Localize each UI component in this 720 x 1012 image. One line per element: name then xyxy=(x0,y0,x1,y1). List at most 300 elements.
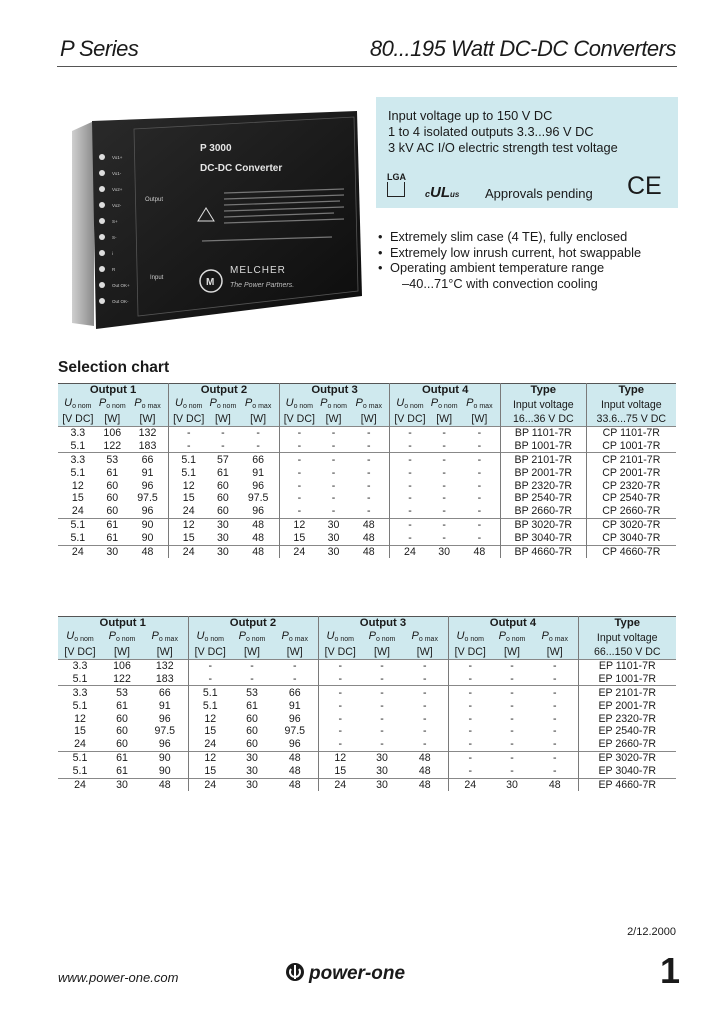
table-cell: 48 xyxy=(272,778,318,791)
table-cell: 15 xyxy=(188,725,232,738)
product-brand: MELCHER xyxy=(230,265,286,276)
table-cell: 60 xyxy=(106,492,119,505)
table-cell: 5.1 xyxy=(72,672,88,685)
table-cell: 5.1 xyxy=(58,751,102,764)
table-cell: - xyxy=(442,492,446,505)
table-cell: - xyxy=(318,738,362,751)
unit-label: [W] xyxy=(416,646,433,658)
table-cell: 57 xyxy=(208,453,237,466)
table-cell: - xyxy=(459,518,501,531)
table-cell: CP 2540-7R xyxy=(586,492,676,505)
product-tagline: The Power Partners. xyxy=(230,282,295,289)
table-cell: 48 xyxy=(348,518,390,531)
unit-label: [W] xyxy=(360,413,377,425)
table-cell: 48 xyxy=(348,545,390,558)
type-header: Type xyxy=(586,384,676,397)
power-nom-symbol: $P_{o nom}$ xyxy=(430,396,458,410)
header-rule xyxy=(57,66,677,67)
table-cell: - xyxy=(477,492,482,505)
table-cell: - xyxy=(208,426,237,439)
spec-line: 3 kV AC I/O electric strength test voltage xyxy=(388,140,618,155)
output-group-header: Output 3 xyxy=(279,384,390,397)
table-cell: 90 xyxy=(141,532,154,545)
table-cell: 12 xyxy=(71,479,84,492)
table-cell: 48 xyxy=(127,545,169,558)
table-cell: - xyxy=(442,505,446,518)
table-cell: 30 xyxy=(246,765,258,778)
table-cell: 12 xyxy=(74,712,86,725)
table-cell: BP 1001-7R xyxy=(501,439,587,452)
table-cell: - xyxy=(477,466,482,479)
table-cell: - xyxy=(510,672,514,685)
input-range-label: 66...150 V DC xyxy=(578,646,676,659)
table-row xyxy=(58,545,676,558)
table-cell: - xyxy=(380,672,384,685)
power-nom-symbol: $P_{o nom}$ xyxy=(320,396,347,410)
footer-url[interactable]: www.power-one.com xyxy=(58,970,179,985)
table-row xyxy=(58,426,676,439)
table-cell: 48 xyxy=(418,765,431,778)
pin-label: Vo1- xyxy=(112,171,122,176)
power-nom-symbol: $P_{o nom}$ xyxy=(209,396,237,410)
table-cell: 5.1 xyxy=(72,699,88,712)
table-cell: - xyxy=(477,532,482,545)
type-subheader: Input voltage xyxy=(586,397,676,414)
table-cell: - xyxy=(510,725,514,738)
spec-line: Input voltage up to 150 V DC xyxy=(388,108,553,123)
pin-label: Vo2- xyxy=(112,203,122,208)
table-cell: 61 xyxy=(116,765,128,778)
table-row xyxy=(58,439,676,452)
power-nom-symbol: $P_{o nom}$ xyxy=(238,629,266,643)
unit-label: [V DC] xyxy=(62,413,94,425)
table-cell: 15 xyxy=(188,765,232,778)
table-cell: 60 xyxy=(246,738,258,751)
table-cell: 60 xyxy=(116,712,128,725)
feature-list xyxy=(378,229,641,291)
unit-label: [W] xyxy=(504,646,520,658)
table-cell: - xyxy=(318,659,362,672)
table-cell: - xyxy=(279,426,319,439)
table-cell: - xyxy=(390,518,430,531)
table-cell: 5.1 xyxy=(188,686,232,699)
table-cell: 48 xyxy=(288,765,301,778)
table-cell: - xyxy=(430,426,459,439)
table-cell: 5.1 xyxy=(169,466,209,479)
table-cell: - xyxy=(448,699,492,712)
product-image xyxy=(72,101,362,336)
unit-label: [W] xyxy=(546,646,563,658)
table-cell: - xyxy=(422,672,427,685)
table-cell: 30 xyxy=(208,545,237,558)
table-cell: 5.1 xyxy=(169,453,209,466)
voltage-symbol: $U_{o nom}$ xyxy=(64,396,92,410)
table-cell: 24 xyxy=(58,778,102,791)
pin-label: Vo2+ xyxy=(112,187,123,192)
table-cell: - xyxy=(188,672,232,685)
table-row xyxy=(58,712,676,725)
unit-label: [W] xyxy=(286,646,303,658)
table-cell: 24 xyxy=(71,505,84,518)
table-cell: - xyxy=(331,492,336,505)
table-cell: 66 xyxy=(127,453,169,466)
table-cell: - xyxy=(279,479,319,492)
table-cell: - xyxy=(169,439,209,452)
table-cell: 132 xyxy=(127,426,169,439)
table-cell: - xyxy=(366,466,371,479)
table-cell: 60 xyxy=(246,712,258,725)
table-cell: CP 2320-7R xyxy=(586,479,676,492)
table-row xyxy=(58,505,676,518)
table-cell: - xyxy=(510,765,514,778)
feature-item-continuation: –40...71°C with convection cooling xyxy=(402,275,598,291)
table-cell: 12 xyxy=(169,479,209,492)
table-cell: BP 2660-7R xyxy=(501,505,587,518)
table-row xyxy=(58,479,676,492)
power-max-symbol: $P_{o max}$ xyxy=(134,396,161,410)
table-cell: EP 1001-7R xyxy=(578,672,676,685)
table-row xyxy=(58,532,676,545)
table-cell: - xyxy=(552,765,557,778)
type-header: Type xyxy=(501,384,587,397)
unit-label: [V DC] xyxy=(64,646,96,658)
table-cell: - xyxy=(188,659,232,672)
table-cell: 15 xyxy=(279,532,319,545)
table-cell: BP 2101-7R xyxy=(501,453,587,466)
output-group-header: Output 1 xyxy=(99,617,146,629)
table-cell: 24 xyxy=(390,545,430,558)
table-row xyxy=(58,518,676,531)
series-title: P Series xyxy=(60,36,139,61)
table-cell: EP 4660-7R xyxy=(578,778,676,791)
table-cell: 30 xyxy=(319,545,348,558)
table-cell: 12 xyxy=(279,518,319,531)
table-cell: - xyxy=(422,725,427,738)
table-row xyxy=(58,453,676,466)
table-cell: 24 xyxy=(169,545,209,558)
table-cell: 90 xyxy=(142,751,188,764)
table-cell: - xyxy=(390,479,430,492)
table-cell: - xyxy=(272,659,318,672)
pin-label: S+ xyxy=(112,219,118,224)
table-cell: 12 xyxy=(169,518,209,531)
input-range-label: 16...36 V DC xyxy=(501,413,587,426)
table-cell: - xyxy=(169,426,209,439)
table-cell: - xyxy=(510,712,514,725)
table-cell: - xyxy=(331,439,336,452)
table-cell: - xyxy=(430,453,459,466)
output-group-header: Output 2 xyxy=(169,384,280,397)
table-cell: 60 xyxy=(106,505,119,518)
table-cell: 60 xyxy=(116,725,128,738)
document-date: 2/12.2000 xyxy=(627,926,676,938)
product-model: P 3000 xyxy=(200,143,232,154)
page-number: 1 xyxy=(660,950,681,991)
table-cell: - xyxy=(380,738,384,751)
table-cell: - xyxy=(448,751,492,764)
table-cell: 48 xyxy=(142,778,188,791)
table-cell: 97.5 xyxy=(154,725,176,738)
table-cell: 15 xyxy=(74,725,86,738)
table-cell: - xyxy=(279,453,319,466)
table-cell: 15 xyxy=(169,532,209,545)
voltage-symbol: $U_{o nom}$ xyxy=(188,630,232,647)
feature-item: • Operating ambient temperature range xyxy=(378,260,641,276)
table-row xyxy=(58,738,676,751)
power-nom-symbol: $P_{o nom}$ xyxy=(498,629,526,643)
output-group-header: Output 4 xyxy=(390,384,501,397)
unit-label: [W] xyxy=(374,646,390,658)
pin-label: Vo1+ xyxy=(112,155,123,160)
table-cell: 66 xyxy=(142,686,188,699)
unit-label: [V DC] xyxy=(188,646,232,659)
table-cell: 97.5 xyxy=(247,492,269,505)
table-cell: 91 xyxy=(252,466,265,479)
table-cell: EP 3040-7R xyxy=(578,765,676,778)
unit-label: [W] xyxy=(156,646,173,658)
pin-label: i xyxy=(112,251,113,256)
table-cell: - xyxy=(366,479,371,492)
table-cell: 12 xyxy=(188,751,232,764)
table-row xyxy=(58,699,676,712)
output-group-header: Output 4 xyxy=(448,617,578,630)
table-cell: 61 xyxy=(246,699,258,712)
table-cell: 53 xyxy=(232,686,272,699)
table-cell: - xyxy=(380,699,384,712)
table-cell: - xyxy=(380,712,384,725)
table-cell: 3.3 xyxy=(58,426,98,439)
table-cell: 96 xyxy=(141,505,154,518)
table-cell: - xyxy=(232,659,272,672)
unit-label: [W] xyxy=(214,413,231,425)
selection-chart-title: Selection chart xyxy=(58,359,170,376)
table-cell: - xyxy=(448,686,492,699)
table-cell: - xyxy=(552,699,557,712)
power-max-symbol: $P_{o max}$ xyxy=(541,629,568,643)
table-cell: 24 xyxy=(448,778,492,791)
unit-label: [W] xyxy=(104,413,121,425)
table-cell: - xyxy=(348,426,390,439)
input-label: Input xyxy=(150,275,164,281)
table-cell: 96 xyxy=(252,505,265,518)
table-cell: 96 xyxy=(288,738,301,751)
table-cell: - xyxy=(279,466,319,479)
table-row xyxy=(58,765,676,778)
table-cell: 106 xyxy=(102,659,142,672)
table-cell: - xyxy=(319,426,348,439)
table-cell: - xyxy=(459,453,501,466)
table-cell: - xyxy=(221,439,225,452)
table-cell: - xyxy=(318,725,362,738)
table-row xyxy=(58,492,676,505)
table-cell: 15 xyxy=(169,492,209,505)
table-cell: - xyxy=(250,672,254,685)
table-cell: 53 xyxy=(102,686,142,699)
table-cell: 97.5 xyxy=(137,492,158,505)
table-cell: - xyxy=(366,492,371,505)
table-cell: - xyxy=(390,426,430,439)
table-cell: 132 xyxy=(142,659,188,672)
table-cell: 3.3 xyxy=(58,686,102,699)
table-cell: 60 xyxy=(216,505,229,518)
table-cell: 61 xyxy=(116,699,128,712)
table-cell: 61 xyxy=(106,532,119,545)
table-cell: 96 xyxy=(141,479,154,492)
table-cell: - xyxy=(402,686,448,699)
table-cell: 61 xyxy=(106,466,119,479)
table-cell: 30 xyxy=(232,778,272,791)
table-cell: - xyxy=(279,439,319,452)
table-cell: - xyxy=(442,479,446,492)
table-cell: 61 xyxy=(102,751,142,764)
voltage-symbol: $U_{o nom}$ xyxy=(448,630,492,647)
feature-item: • Extremely low inrush current, hot swappable xyxy=(378,245,641,261)
table-cell: - xyxy=(362,686,402,699)
table-cell: - xyxy=(448,672,492,685)
table-cell: 122 xyxy=(103,439,122,452)
unit-label: [W] xyxy=(250,413,267,425)
table-cell: BP 3020-7R xyxy=(501,518,587,531)
table-cell: - xyxy=(366,439,371,452)
voltage-symbol: $U_{o nom}$ xyxy=(279,397,319,414)
table-cell: - xyxy=(390,532,430,545)
table-cell: - xyxy=(448,725,492,738)
table-cell: - xyxy=(477,479,482,492)
table-cell: BP 4660-7R xyxy=(501,545,587,558)
table-row xyxy=(58,672,676,685)
table-cell: BP 2540-7R xyxy=(501,492,587,505)
table-cell: - xyxy=(442,439,446,452)
table-cell: - xyxy=(442,532,446,545)
table-cell: EP 2320-7R xyxy=(578,712,676,725)
table-cell: 24 xyxy=(169,505,209,518)
table-cell: 15 xyxy=(71,492,84,505)
table-cell: CP 4660-7R xyxy=(586,545,676,558)
table-cell: 60 xyxy=(216,492,229,505)
table-cell: - xyxy=(402,659,448,672)
selection-table-bp-cp xyxy=(58,383,676,558)
lga-cert-icon: LGA xyxy=(387,172,406,197)
table-cell: 30 xyxy=(232,751,272,764)
table-cell: CP 3020-7R xyxy=(586,518,676,531)
table-cell: - xyxy=(390,492,430,505)
table-cell: CP 2101-7R xyxy=(586,453,676,466)
pin-label: S- xyxy=(112,235,117,240)
voltage-symbol: $U_{o nom}$ xyxy=(66,629,94,643)
table-cell: 60 xyxy=(216,479,229,492)
table-cell: 48 xyxy=(532,778,578,791)
power-one-wordmark: power-one xyxy=(309,963,406,984)
table-cell: 60 xyxy=(116,738,128,751)
table-cell: - xyxy=(492,659,532,672)
voltage-symbol: $U_{o nom}$ xyxy=(318,630,362,647)
table-cell: CP 1101-7R xyxy=(586,426,676,439)
table-cell: 60 xyxy=(246,725,258,738)
table-cell: - xyxy=(390,439,430,452)
table-row xyxy=(58,466,676,479)
table-cell: 15 xyxy=(318,765,362,778)
table-cell: 24 xyxy=(188,778,232,791)
table-cell: 30 xyxy=(376,765,388,778)
table-cell: BP 1101-7R xyxy=(501,426,587,439)
table-cell: 91 xyxy=(141,466,154,479)
unit-label: [W] xyxy=(244,646,260,658)
table-cell: - xyxy=(552,725,557,738)
product-subtitle: DC-DC Converter xyxy=(200,163,283,174)
table-row xyxy=(58,686,676,699)
table-cell: - xyxy=(348,453,390,466)
table-cell: 30 xyxy=(319,518,348,531)
table-cell: 3.3 xyxy=(58,453,98,466)
table-cell: 30 xyxy=(208,518,237,531)
ul-cert-icon: cULus xyxy=(425,184,460,201)
voltage-symbol: $U_{o nom}$ xyxy=(390,397,430,414)
output-group-header: Output 3 xyxy=(318,617,448,630)
table-cell: CP 2660-7R xyxy=(586,505,676,518)
table-cell: - xyxy=(448,738,492,751)
table-cell: 96 xyxy=(158,738,171,751)
table-cell: - xyxy=(477,439,482,452)
table-cell: - xyxy=(422,699,427,712)
table-row xyxy=(58,725,676,738)
table-cell: 96 xyxy=(288,712,301,725)
table-cell: - xyxy=(256,439,260,452)
table-cell: - xyxy=(532,659,578,672)
table-cell: - xyxy=(477,505,482,518)
table-cell: 5.1 xyxy=(70,532,86,545)
table-cell: EP 2001-7R xyxy=(578,699,676,712)
table-cell: EP 3020-7R xyxy=(578,751,676,764)
table-cell: CP 1001-7R xyxy=(586,439,676,452)
table-cell: EP 2101-7R xyxy=(578,686,676,699)
table-cell: 61 xyxy=(216,466,229,479)
unit-label: [V DC] xyxy=(318,646,362,659)
unit-label: [V DC] xyxy=(390,413,430,426)
table-row xyxy=(58,778,676,791)
table-cell: - xyxy=(362,659,402,672)
table-cell: 48 xyxy=(459,545,501,558)
output-label: Output xyxy=(145,197,164,203)
table-cell: - xyxy=(448,765,492,778)
output-group-header: Output 1 xyxy=(89,384,137,396)
table-cell: 183 xyxy=(155,672,174,685)
pin-label: R xyxy=(112,267,116,272)
table-cell: - xyxy=(422,738,427,751)
table-cell: 5.1 xyxy=(70,466,86,479)
table-cell: 48 xyxy=(272,751,318,764)
table-cell: - xyxy=(390,453,430,466)
table-cell: 96 xyxy=(252,479,265,492)
table-cell: 122 xyxy=(113,672,131,685)
table-cell: 12 xyxy=(188,712,232,725)
unit-label: [W] xyxy=(325,413,342,425)
table-cell: - xyxy=(510,699,514,712)
table-cell: 30 xyxy=(327,532,340,545)
power-max-symbol: $P_{o max}$ xyxy=(466,396,493,410)
table-cell: - xyxy=(238,426,280,439)
table-cell: 48 xyxy=(402,751,448,764)
unit-label: [W] xyxy=(139,413,156,425)
power-nom-symbol: $P_{o nom}$ xyxy=(98,396,126,410)
table-cell: - xyxy=(331,479,336,492)
table-cell: - xyxy=(492,686,532,699)
table-cell: - xyxy=(442,466,446,479)
table-cell: - xyxy=(366,505,371,518)
pin-label: Out OK- xyxy=(112,299,129,304)
table-cell: BP 2320-7R xyxy=(501,479,587,492)
voltage-symbol: $U_{o nom}$ xyxy=(169,397,209,414)
type-subheader: Input voltage xyxy=(578,630,676,647)
